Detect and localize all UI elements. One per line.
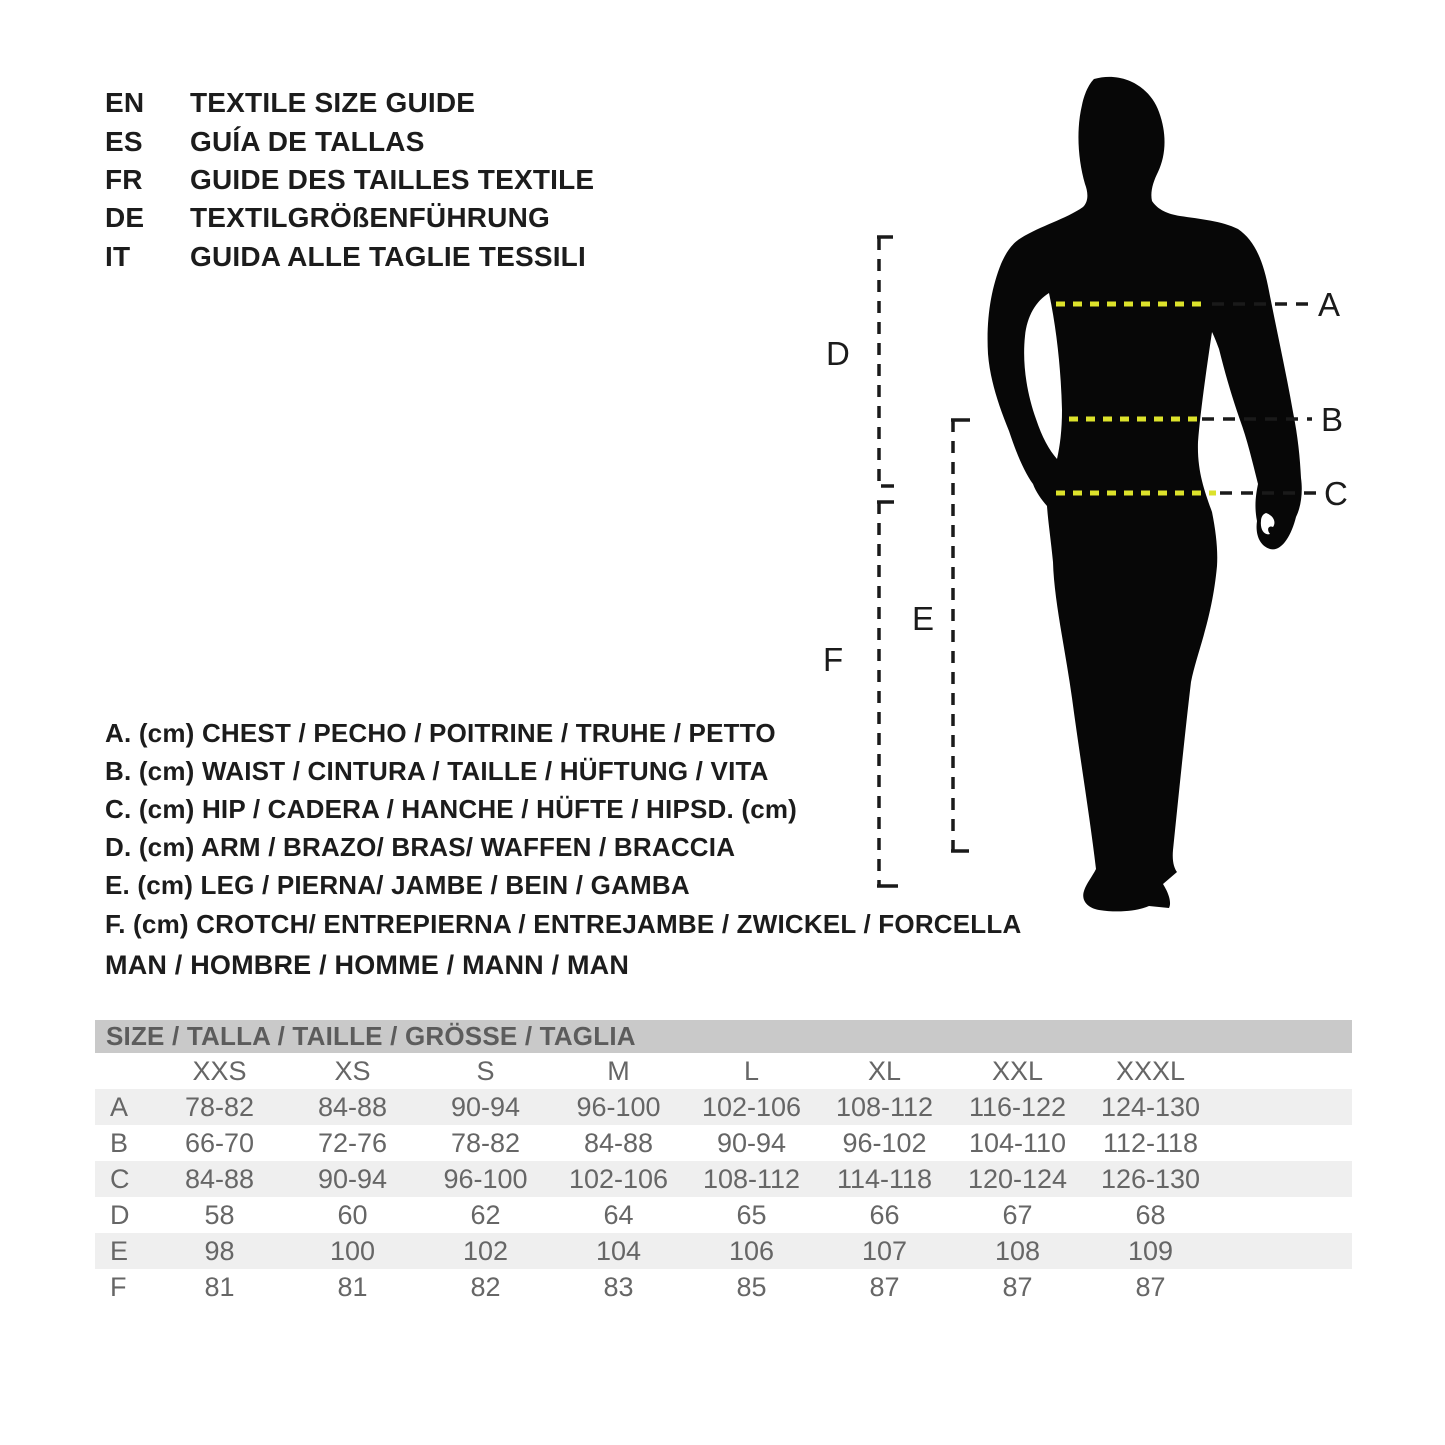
size-cell: 104 — [595, 1235, 642, 1266]
size-header: M — [607, 1055, 630, 1086]
size-header: XXXL — [1115, 1055, 1186, 1086]
row-label: E — [110, 1235, 129, 1266]
table-row — [95, 1089, 1352, 1125]
table-title-bar — [95, 1020, 1352, 1053]
size-cell: 108-112 — [835, 1091, 934, 1122]
legend-item-chest: A. (cm) CHEST / PECHO / POITRINE / TRUHE / PETTO — [105, 717, 776, 748]
table-row — [95, 1161, 1352, 1197]
size-cell: 109 — [1127, 1235, 1174, 1266]
size-cell: 87 — [1135, 1271, 1166, 1302]
size-cell: 104-110 — [968, 1127, 1067, 1158]
size-header: XXS — [192, 1055, 247, 1086]
size-header: XS — [334, 1055, 371, 1086]
size-cell: 78-82 — [184, 1091, 255, 1122]
size-cell: 58 — [204, 1199, 235, 1230]
table-row — [95, 1197, 1352, 1233]
arm-label: D — [826, 335, 850, 372]
language-code: IT — [105, 240, 131, 272]
legend-item-waist: B. (cm) WAIST / CINTURA / TAILLE / HÜFTUNG / VITA — [105, 755, 769, 786]
language-code: FR — [105, 163, 143, 195]
waist-label: B — [1321, 401, 1344, 438]
size-cell: 64 — [603, 1199, 634, 1230]
size-cell: 83 — [603, 1271, 634, 1302]
size-header: L — [743, 1055, 760, 1086]
guide-title: TEXTILE SIZE GUIDE — [190, 87, 476, 119]
size-cell: 106 — [728, 1235, 775, 1266]
size-cell: 102-106 — [701, 1091, 802, 1122]
chest-label: A — [1318, 286, 1341, 323]
size-cell: 102-106 — [568, 1163, 669, 1194]
size-cell: 66 — [869, 1199, 900, 1230]
size-cell: 102 — [462, 1235, 509, 1266]
guide-title: TEXTILGRÖßENFÜHRUNG — [190, 202, 551, 234]
size-table — [95, 1020, 1352, 1305]
size-cell: 108 — [994, 1235, 1041, 1266]
size-cell: 78-82 — [450, 1127, 521, 1158]
size-cell: 120-124 — [967, 1163, 1068, 1194]
size-cell: 96-100 — [443, 1163, 528, 1194]
size-cell: 107 — [861, 1235, 908, 1266]
size-cell: 81 — [337, 1271, 368, 1302]
table-title: SIZE / TALLA / TAILLE / GRÖSSE / TAGLIA — [106, 1021, 636, 1051]
size-cell: 96-102 — [842, 1127, 927, 1158]
hip-label: C — [1324, 475, 1348, 512]
size-header: XXL — [991, 1055, 1044, 1086]
size-cell: 108-112 — [702, 1163, 801, 1194]
guide-title: GUIDE DES TAILLES TEXTILE — [190, 163, 595, 195]
size-cell: 65 — [736, 1199, 767, 1230]
size-cell: 112-118 — [1102, 1127, 1199, 1158]
size-cell: 68 — [1135, 1199, 1166, 1230]
size-cell: 126-130 — [1100, 1163, 1201, 1194]
size-cell: 87 — [869, 1271, 900, 1302]
row-label: B — [110, 1127, 129, 1158]
language-code: ES — [105, 125, 143, 157]
leg-label: E — [912, 600, 935, 637]
size-cell: 84-88 — [317, 1091, 388, 1122]
gender-line: MAN / HOMBRE / HOMME / MANN / MAN — [105, 949, 630, 980]
size-cell: 84-88 — [583, 1127, 654, 1158]
size-cell: 90-94 — [450, 1091, 521, 1122]
size-cell: 84-88 — [184, 1163, 255, 1194]
size-cell: 81 — [204, 1271, 235, 1302]
language-code: DE — [105, 202, 145, 234]
size-cell: 116-122 — [968, 1091, 1067, 1122]
size-cell: 114-118 — [836, 1163, 933, 1194]
row-label: D — [110, 1199, 130, 1230]
row-label: F — [110, 1271, 127, 1302]
legend-item-arm: D. (cm) ARM / BRAZO/ BRAS/ WAFFEN / BRACCIA — [105, 832, 736, 863]
legend-item-hip: C. (cm) HIP / CADERA / HANCHE / HÜFTE / HIPSD. (cm) — [105, 793, 798, 824]
size-cell: 60 — [337, 1199, 368, 1230]
size-header-row — [95, 1053, 1352, 1089]
guide-title: GUIDA ALLE TAGLIE TESSILI — [190, 240, 586, 272]
measurement-legend — [105, 714, 1021, 943]
table-row — [95, 1233, 1352, 1269]
size-cell: 87 — [1002, 1271, 1033, 1302]
size-cell: 100 — [329, 1235, 376, 1266]
size-cell: 85 — [736, 1271, 767, 1302]
table-row — [95, 1125, 1352, 1161]
size-cell: 66-70 — [184, 1127, 255, 1158]
size-cell: 90-94 — [317, 1163, 388, 1194]
size-cell: 72-76 — [317, 1127, 388, 1158]
size-header: S — [476, 1055, 495, 1086]
size-cell: 90-94 — [716, 1127, 787, 1158]
size-cell: 82 — [470, 1271, 501, 1302]
size-cell: 67 — [1002, 1199, 1033, 1230]
crotch-label: F — [823, 641, 844, 678]
row-label: A — [110, 1091, 129, 1122]
legend-item-crotch: F. (cm) CROTCH/ ENTREPIERNA / ENTREJAMBE / ZWICKEL / FORCELLA — [105, 908, 1022, 939]
size-cell: 124-130 — [1100, 1091, 1201, 1122]
legend-item-leg: E. (cm) LEG / PIERNA/ JAMBE / BEIN / GAMBA — [105, 870, 690, 901]
row-label: C — [110, 1163, 130, 1194]
language-code: EN — [105, 87, 145, 119]
size-cell: 98 — [204, 1235, 235, 1266]
guide-title: GUÍA DE TALLAS — [190, 125, 425, 157]
size-header: XL — [867, 1055, 902, 1086]
size-cell: 62 — [470, 1199, 501, 1230]
size-cell: 96-100 — [576, 1091, 661, 1122]
table-row — [95, 1269, 1352, 1305]
